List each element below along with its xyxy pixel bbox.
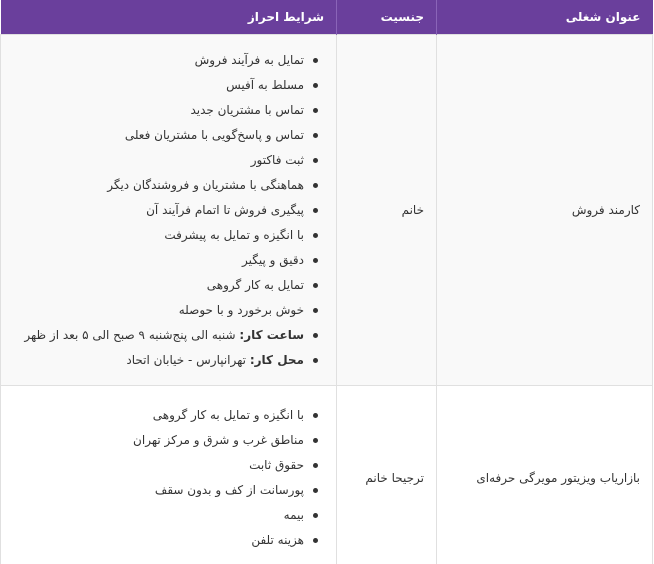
gender-cell: ترجیحا خانم <box>337 386 437 564</box>
header-requirements: شرایط احراز <box>1 0 337 35</box>
requirement-text: پیگیری فروش تا اتمام فرآیند آن <box>146 202 304 217</box>
bullet-icon <box>313 58 318 63</box>
list-item <box>11 98 324 123</box>
list-item <box>11 348 324 373</box>
list-item <box>11 298 324 323</box>
list-item <box>11 323 324 348</box>
list-item <box>11 173 324 198</box>
requirement-text: مناطق غرب و شرق و مرکز تهران <box>133 433 304 447</box>
requirement-text: شنبه الی پنج‌شنبه ۹ صبح الی ۵ بعد از ظهر <box>24 327 240 342</box>
header-job-title: عنوان شغلی <box>437 0 653 35</box>
list-item <box>11 403 324 428</box>
list-item <box>11 428 324 453</box>
list-item <box>11 148 324 173</box>
requirement-text: تمایل به فرآیند فروش <box>194 52 304 67</box>
requirements-cell <box>1 386 337 564</box>
requirement-text: تماس با مشتریان جدید <box>190 102 304 117</box>
list-item <box>11 248 324 273</box>
requirements-list <box>11 403 324 553</box>
requirement-text: هماهنگی با مشتریان و فروشندگان دیگر <box>107 177 304 192</box>
bullet-icon <box>313 463 318 468</box>
bullet-icon <box>313 108 318 113</box>
bullet-icon <box>313 258 318 263</box>
list-item <box>11 73 324 98</box>
list-item <box>11 48 324 73</box>
requirement-text: حقوق ثابت <box>249 458 304 472</box>
bullet-icon <box>313 358 318 363</box>
requirement-label: محل کار: <box>249 352 304 367</box>
requirements-cell <box>1 35 337 386</box>
bullet-icon <box>313 233 318 238</box>
job-title-cell: بازاریاب ویزیتور مویرگی حرفه‌ای <box>437 386 653 564</box>
list-item <box>11 453 324 478</box>
list-item <box>11 198 324 223</box>
requirement-text: ثبت فاکتور <box>250 152 304 167</box>
bullet-icon <box>313 208 318 213</box>
requirement-text: مسلط به آفیس <box>226 77 304 92</box>
requirement-text: خوش برخورد و با حوصله <box>178 302 304 317</box>
gender-cell: خانم <box>337 35 437 386</box>
requirements-list <box>11 48 324 373</box>
requirement-text: تماس و پاسخ‌گویی با مشتریان فعلی <box>124 127 304 142</box>
job-title-cell: کارمند فروش <box>437 35 653 386</box>
bullet-icon <box>313 438 318 443</box>
requirement-label: ساعت کار: <box>239 327 304 342</box>
bullet-icon <box>313 183 318 188</box>
list-item <box>11 528 324 553</box>
bullet-icon <box>313 413 318 418</box>
bullet-icon <box>313 333 318 338</box>
requirement-text: پورسانت از کف و بدون سقف <box>154 483 304 497</box>
bullet-icon <box>313 488 318 493</box>
list-item <box>11 503 324 528</box>
requirement-text: دقیق و پیگیر <box>242 252 304 267</box>
bullet-icon <box>313 513 318 518</box>
bullet-icon <box>313 133 318 138</box>
requirement-text: هزینه تلفن <box>251 533 304 547</box>
bullet-icon <box>313 158 318 163</box>
requirement-text: با انگیزه و تمایل به کار گروهی <box>152 408 304 422</box>
requirement-text: تهرانپارس - خیابان اتحاد <box>126 352 250 367</box>
table-header-row <box>1 0 653 35</box>
bullet-icon <box>313 283 318 288</box>
header-gender: جنسیت <box>337 0 437 35</box>
list-item <box>11 273 324 298</box>
bullet-icon <box>313 83 318 88</box>
requirement-text: بیمه <box>283 508 304 522</box>
list-item <box>11 223 324 248</box>
requirement-text: تمایل به کار گروهی <box>206 277 304 292</box>
list-item <box>11 478 324 503</box>
list-item <box>11 123 324 148</box>
bullet-icon <box>313 308 318 313</box>
bullet-icon <box>313 538 318 543</box>
table-row <box>1 386 653 564</box>
requirement-text: با انگیزه و تمایل به پیشرفت <box>164 227 304 242</box>
table-row <box>1 35 653 386</box>
